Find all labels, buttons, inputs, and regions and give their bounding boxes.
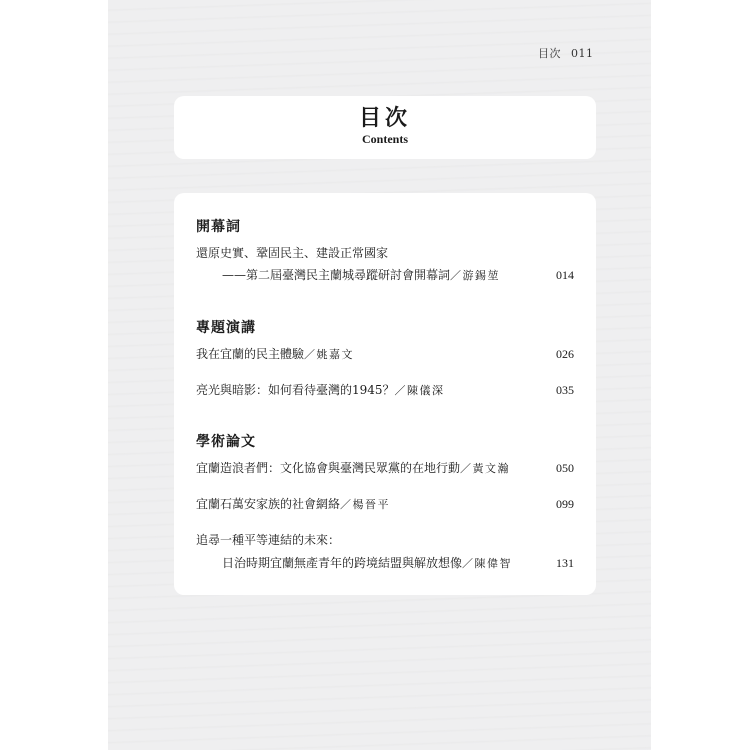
section-heading-papers: 學術論文 [196,434,256,450]
toc-entry-author: ／姚嘉文 [304,348,355,361]
toc-entry-title: ——第二屆臺灣民主蘭城尋蹤研討會開幕詞 [222,268,451,282]
toc-entry-title: 宜蘭造浪者們：文化協會與臺灣民眾黨的在地行動 [196,461,461,475]
toc-entry-page: 026 [556,347,574,361]
page-title: 目次 [358,105,411,131]
toc-entry-author: ／陳偉智 [462,557,513,570]
running-head [538,45,594,61]
toc-entry[interactable] [196,496,574,513]
toc-entry-line: 還原史實、鞏固民主、建設正常國家 [196,246,389,260]
book-page [108,0,651,750]
toc-entry-author: ／游錫堃 [450,269,501,282]
toc-entry-author: ／陳儀深 [394,384,445,397]
title-box [174,96,596,159]
section-heading-keynote: 專題演講 [196,320,256,336]
toc-entry[interactable] [222,267,574,284]
toc-entry-author: ／楊晉平 [340,498,391,511]
toc-entry-page: 131 [556,556,574,570]
toc-entry-author: ／黃文瀚 [460,462,511,475]
toc-entry[interactable] [196,346,574,363]
toc-entry-page: 050 [556,461,574,475]
toc-entry-title: 宜蘭石萬安家族的社會網絡 [196,497,341,511]
toc-entry-title: 我在宜蘭的民主體驗 [196,347,305,361]
toc-entry[interactable] [222,555,574,572]
toc-entry[interactable] [196,382,574,399]
toc-entry-page: 035 [556,383,574,397]
toc-box [174,193,596,595]
toc-entry-page: 099 [556,497,574,511]
page-subtitle: Contents [361,132,408,146]
toc-entry-page: 014 [556,268,574,282]
running-head-label: 目次 [538,47,561,60]
toc-entry-line: 追尋一種平等連結的未來： [196,533,341,547]
toc-entry[interactable] [196,460,574,477]
section-heading-opening: 開幕詞 [196,219,241,235]
toc-entry-title: 日治時期宜蘭無產青年的跨境結盟與解放想像 [222,556,463,570]
toc-entry-title: 亮光與暗影：如何看待臺灣的1945？ [196,383,395,397]
running-head-page-number: 011 [571,47,594,60]
